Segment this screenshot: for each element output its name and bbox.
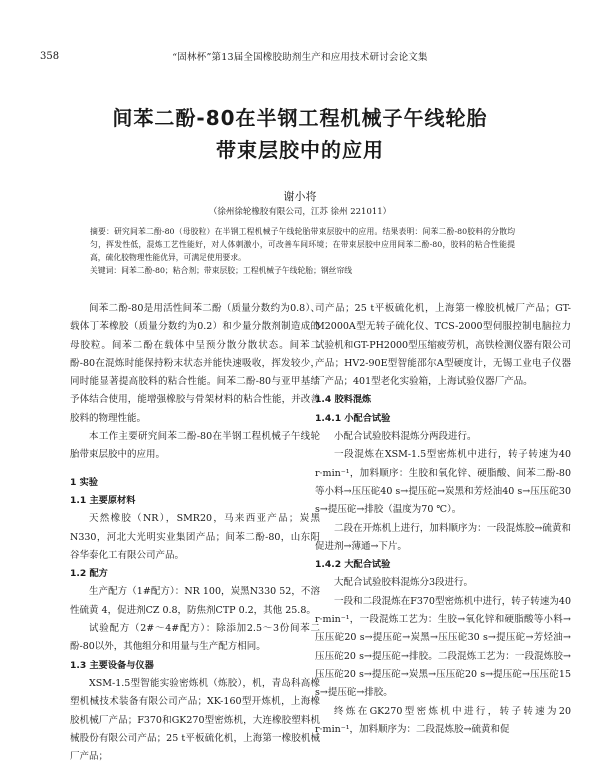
body-paragraph: 本工作主要研究间苯二酚-80在半钢工程机械子午线轮胎带束层胶中的应用。 [70, 431, 320, 461]
subsection-heading: 1.3 主要设备与仪器 [70, 659, 154, 671]
subsection-heading: 1.4 胶料混炼 [315, 394, 372, 406]
body-paragraph: 天然橡胶（NR），SMR20，马来西亚产品；炭黑N330，河北大光明实业集团产品；间苯二酚-80，山东阳谷华泰化工有限公司产品。 [70, 513, 320, 561]
body-paragraph: 司产品；25 t平板硫化机，上海第一橡胶机械厂产品；GT-M2000A型无转子硫化仪、TCS-2000型伺服控制电脑拉力试验机和GT-PH2000型压缩疲劳机，高铁检测仪器有限公司产品；HV2-90E型智能邵尔A型硬度计，无锡工业电子仪器厂产品；401型老化实验箱，上海试验仪器厂产品。 [315, 303, 571, 388]
body-paragraph: 试验配方（2#～4#配方）：除添加2.5～3份间苯二酚-80以外，其他组分和用量与生产配方相同。 [70, 623, 320, 653]
body-paragraph: 小配合试验胶料混炼分两段进行。 [334, 431, 477, 443]
subsection-heading: 1.4.2 大配合试验 [315, 559, 391, 571]
left-column [70, 300, 320, 766]
body-paragraph: 终炼在GK270型密炼机中进行，转子转速为20 r·min⁻¹，加料顺序为：二段混炼胶→硫黄和促 [315, 705, 571, 735]
running-head: “固林杯”第13届全国橡胶助剂生产和应用技术研讨会论文集 [172, 52, 428, 63]
right-column [315, 300, 571, 739]
author: 谢小将 [283, 190, 317, 203]
subsection-heading: 1.2 配方 [70, 568, 108, 580]
keywords: 关键词：间苯二酚-80；粘合剂；带束层胶；工程机械子午线轮胎；钢丝帘线 [90, 266, 353, 275]
body-paragraph: 二段在开炼机上进行，加料顺序为：一段混炼胶→硫黄和促进剂→薄通→下片。 [315, 522, 571, 552]
subsection-heading: 1.4.1 小配合试验 [315, 412, 391, 424]
body-paragraph: XSM-1.5型智能实验密炼机（炼胶），机，青岛科高橡塑机械技术装备有限公司产品；XK-160型开炼机，上海橡胶机械厂产品；F370和GK270型密炼机，大连橡胶塑料机械股份有限公司产品；25 t平板硫化机，上海第一橡胶机械厂产品； [70, 677, 320, 763]
paper-title-line-2: 带束层胶中的应用 [216, 138, 384, 162]
subsection-heading: 1.1 主要原材料 [70, 494, 136, 506]
paper-title-line-1: 间苯二酚-80在半钢工程机械子午线轮胎 [112, 106, 488, 130]
body-paragraph: 大配合试验胶料混炼分3段进行。 [334, 577, 474, 589]
body-paragraph: 生产配方（1#配方）：NR 100，炭黑N330 52，不溶性硫黄 4，促进剂CZ 0.8，防焦剂CTP 0.2，其他 25.8。 [70, 586, 320, 616]
body-paragraph: 一段和二段混炼在F370型密炼机中进行，转子转速为40 r·min⁻¹，一段混炼工艺为：生胶→氧化锌和硬脂酸等小料→压压砣20 s→提压砣→炭黑→压压砣30 s→提压砣→芳烃油→压压砣20 s→提压砣→排胶。二段混炼工艺为：一段混炼胶→压压砣20 s→提压砣→炭黑→压压砣20 s→提压砣→压压砣15 s→提压砣→排胶。 [315, 595, 571, 699]
page-number: 358 [40, 51, 60, 62]
body-paragraph: 一段混炼在XSM-1.5型密炼机中进行，转子转速为40 r·min⁻¹，加料顺序：生胶和氧化锌、硬脂酸、间苯二酚-80等小料→压压砣40 s→提压砣→炭黑和芳烃油40 s→压压砣30 s→提压砣→排胶（温度为70 ℃）。 [315, 449, 571, 516]
abstract-text: 摘要：研究间苯二酚-80（母胶粒）在半钢工程机械子午线轮胎带束层胶中的应用。结果表明：间苯二酚-80胶料的分散均匀，挥发性低，混炼工艺性能好，对人体刺激小，可改善车间环境；在带束层胶中应用间苯二酚-80，胶料的粘合性能提高，硫化胶物理性能优异，可满足使用要求。 [90, 227, 515, 262]
section-heading: 1 实验 [70, 476, 98, 488]
body-paragraph: 间苯二酚-80是用活性间苯二酚（质量分数约为0.8）、载体丁苯橡胶（质量分数约为0.2）和少量分散剂制造成的母胶粒。间苯二酚在载体中呈预分散分散状态。间苯二酚-80在混炼时能保持粉末状态并能快速吸收，挥发较少，同时能显著提高胶料的粘合性能。间苯二酚-80与亚甲基给予体结合使用，能增强橡胶与骨架材料的粘合性能，并改善胶料的物理性能。 [70, 303, 320, 424]
affiliation: （徐州徐轮橡胶有限公司，江苏 徐州 221011） [208, 207, 392, 217]
abstract [90, 225, 515, 277]
